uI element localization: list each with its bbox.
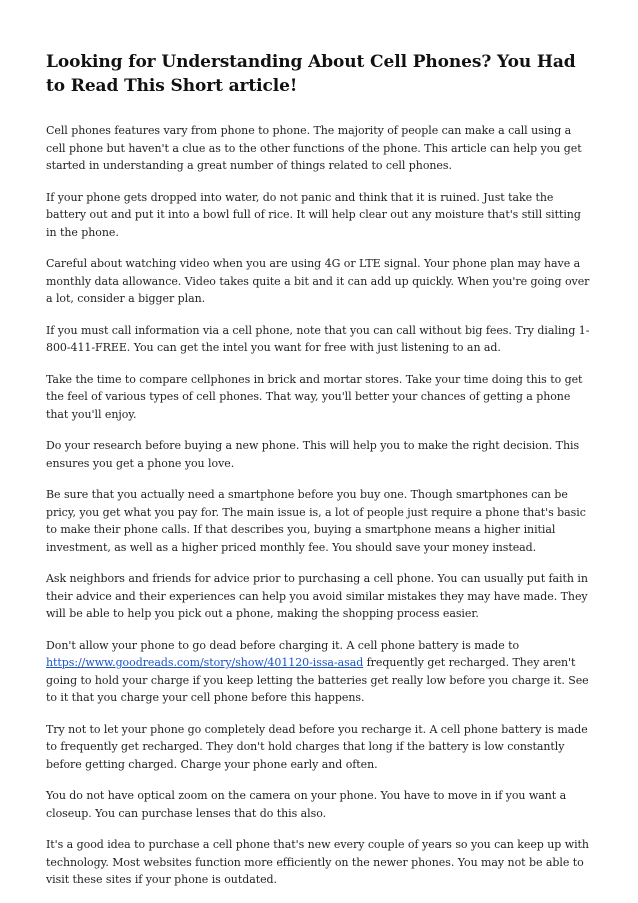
- paragraph: Do your research before buying a new phone. This will help you to make the right decision. This ensures you get a phone you love.: [46, 439, 580, 470]
- goodreads-link[interactable]: https://www.goodreads.com/story/show/401120-issa-asad: [46, 656, 364, 669]
- paragraph: It's a good idea to purchase a cell phone that's new every couple of years so you can keep up with technology. Most websites function more efficiently on the newer phones. You may not be able to visit these sites if your phone is outdated.: [46, 838, 589, 886]
- paragraph: You do not have optical zoom on the camera on your phone. You have to move in if you want a closeup. You can purchase lenses that do this also.: [46, 789, 567, 820]
- paragraph: If you must call information via a cell phone, note that you can call without big fees. Try dialing 1-800-411-FREE. You can get the intel you want for free with just listening to an ad.: [46, 323, 590, 354]
- paragraph: Cell phones features vary from phone to phone. The majority of people can make a call using a cell phone but haven't a clue as to the other functions of the phone. This article can help you get started in understanding a great number of things related to cell phones.: [46, 124, 582, 172]
- paragraph-text: Don't allow your phone to go dead before charging it. A cell phone battery is made to: [46, 638, 520, 652]
- paragraph: Careful about watching video when you are using 4G or LTE signal. Your phone plan may have a monthly data allowance. Video takes quite a bit and it can add up quickly. When you're going over a lot, consider a bigger plan.: [46, 257, 590, 305]
- paragraph: Take the time to compare cellphones in brick and mortar stores. Take your time doing this to get the feel of various types of cell phones. That way, you'll better your chances of getting a phone that you'll enjoy.: [46, 372, 583, 421]
- article-title: Looking for Understanding About Cell Phones? You Had to Read This Short article!: [46, 52, 576, 96]
- article: [46, 50, 594, 903]
- paragraph: Try not to let your phone go completely dead before you recharge it. A cell phone battery is made to frequently get recharged. They don't hold charges that long if the battery is low constantly before getting charged. Charge your phone early and often.: [46, 722, 588, 771]
- paragraph: Ask neighbors and friends for advice prior to purchasing a cell phone. You can usually put faith in their advice and their experiences can help you avoid similar mistakes they may have made. They will be able to help you pick out a phone, making the shopping process easier.: [46, 572, 588, 620]
- paragraph: Be sure that you actually need a smartphone before you buy one. Though smartphones can be pricy, you get what you pay for. The main issue is, a lot of people just require a phone that's basic to make their phone calls. If that describes you, buying a smartphone means a higher initial investment, as well as a higher priced monthly fee. You should save your money instead.: [46, 488, 586, 554]
- paragraph-with-link: [46, 637, 594, 707]
- paragraph: If your phone gets dropped into water, do not panic and think that it is ruined. Just take the battery out and put it into a bowl full of rice. It will help clear out any moisture that's still sitting in the phone.: [46, 190, 581, 239]
- paragraph-text: frequently get recharged. They aren't going to hold your charge if you keep letting the batteries get really low before you charge it. See to it that you charge your cell phone before this happens.: [46, 656, 589, 704]
